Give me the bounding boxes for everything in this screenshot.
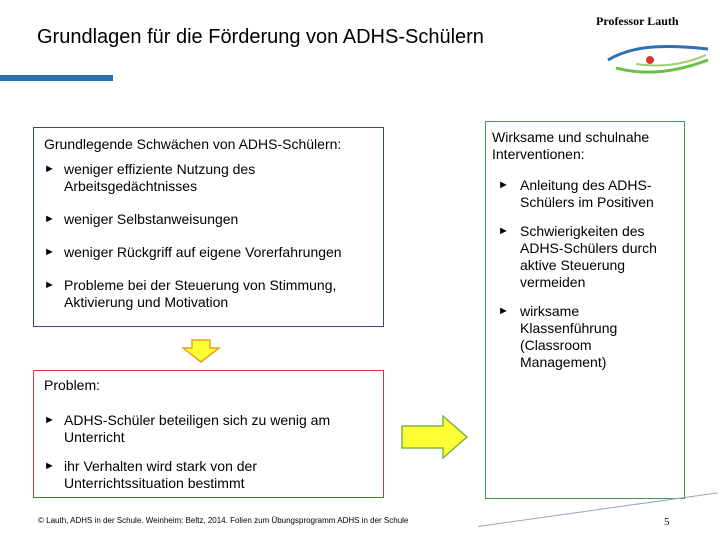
weakness-text: Probleme bei der Steuerung von Stimmung, Aktivierung und Motivation bbox=[64, 277, 337, 310]
bullet-icon: ► bbox=[498, 225, 509, 237]
bullet-icon: ► bbox=[498, 179, 509, 191]
author-label: Professor Lauth bbox=[596, 14, 679, 28]
interventions-heading: Wirksame und schulnahe Interventionen: bbox=[492, 129, 650, 162]
swoosh-logo-icon bbox=[606, 38, 710, 76]
bullet-icon: ► bbox=[44, 414, 55, 426]
problem-heading: Problem: bbox=[44, 377, 101, 393]
intervention-text: Schwierigkeiten des ADHS-Schülers durch aktive Steuerung vermeiden bbox=[520, 223, 657, 290]
bullet-icon: ► bbox=[44, 246, 55, 258]
list-item bbox=[492, 177, 678, 211]
arrow-down-icon bbox=[181, 339, 221, 363]
bullet-icon: ► bbox=[44, 460, 55, 472]
weaknesses-heading: Grundlegende Schwächen von ADHS-Schülern: bbox=[44, 136, 342, 152]
problem-list bbox=[44, 412, 377, 492]
weaknesses-box bbox=[33, 127, 384, 327]
interventions-box bbox=[485, 121, 685, 499]
list-item bbox=[492, 223, 678, 291]
problem-text: ADHS-Schüler beteiligen sich zu wenig am Unterricht bbox=[64, 412, 331, 445]
list-item bbox=[44, 412, 377, 446]
weakness-text: weniger Selbstanweisungen bbox=[64, 211, 239, 227]
intervention-text: wirksame Klassenführung (Classroom Management) bbox=[520, 303, 618, 370]
weakness-text: weniger effiziente Nutzung des Arbeitsgedächtnisses bbox=[64, 161, 256, 194]
bullet-icon: ► bbox=[44, 163, 55, 175]
title-accent-bar bbox=[0, 75, 113, 81]
footer-citation: © Lauth, ADHS in der Schule. Weinheim: Beltz, 2014. Folien zum Übungsprogramm ADHS in der Schule bbox=[38, 516, 409, 525]
list-item bbox=[44, 277, 377, 311]
intervention-text: Anleitung des ADHS-Schülers im Positiven bbox=[520, 177, 654, 210]
interventions-list bbox=[492, 177, 678, 371]
logo-dot bbox=[646, 56, 654, 64]
logo-swoosh-blue bbox=[608, 47, 708, 60]
weakness-text: weniger Rückgriff auf eigene Vorerfahrungen bbox=[64, 244, 342, 260]
list-item bbox=[492, 303, 678, 371]
list-item bbox=[44, 458, 377, 492]
bullet-icon: ► bbox=[44, 213, 55, 225]
slide-title: Grundlagen für die Förderung von ADHS-Schülern bbox=[37, 26, 484, 48]
list-item bbox=[44, 244, 377, 261]
page-number: 5 bbox=[664, 516, 670, 528]
list-item bbox=[44, 211, 377, 228]
list-item bbox=[44, 161, 377, 195]
problem-box bbox=[33, 370, 384, 498]
arrow-right-icon bbox=[401, 414, 469, 460]
bullet-icon: ► bbox=[44, 279, 55, 291]
bullet-icon: ► bbox=[498, 305, 509, 317]
problem-text: ihr Verhalten wird stark von der Unterrichtssituation bestimmt bbox=[64, 458, 257, 491]
weaknesses-list bbox=[44, 161, 377, 311]
